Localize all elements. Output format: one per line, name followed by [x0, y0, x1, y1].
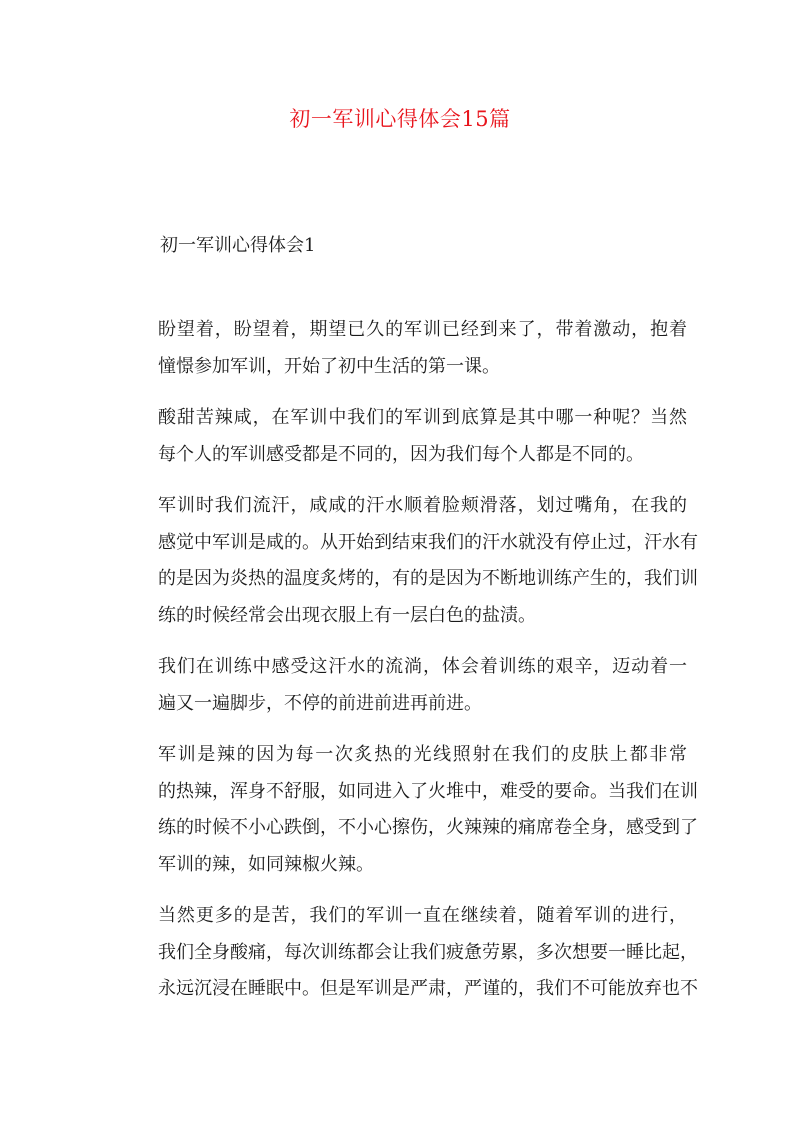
paragraph-line: 感觉中军训是咸的。从开始到结束我们的汗水就没有停止过，汗水有 [158, 531, 698, 553]
paragraph-5 [122, 737, 698, 883]
paragraph-6 [122, 898, 698, 1008]
paragraph-line: 遍又一遍脚步，不停的前进前进再前进。 [158, 692, 482, 714]
document-title: 初一军训心得体会15篇 [289, 107, 511, 131]
paragraph-2 [122, 400, 687, 473]
paragraph-line: 憧憬参加军训，开始了初中生活的第一课。 [158, 355, 500, 377]
paragraph-line: 军训时我们流汗，咸咸的汗水顺着脸颊滑落，划过嘴角，在我的 [158, 495, 687, 516]
paragraph-3 [122, 488, 698, 634]
paragraph-line: 我们在训练中感受这汗水的流淌，体会着训练的艰辛，迈动着一 [158, 656, 687, 677]
document-body [122, 312, 698, 1023]
paragraph-line: 军训的辣，如同辣椒火辣。 [158, 853, 374, 875]
paragraph-line: 的热辣，浑身不舒服，如同进入了火堆中，难受的要命。当我们在训 [158, 780, 698, 802]
paragraph-line: 每个人的军训感受都是不同的，因为我们每个人都是不同的。 [158, 443, 644, 465]
section-heading: 初一军训心得体会1 [160, 235, 316, 256]
paragraph-line: 军训是辣的因为每一次炙热的光线照射在我们的皮肤上都非常 [158, 744, 687, 765]
paragraph-line: 永远沉浸在睡眠中。但是军训是严肃，严谨的，我们不可能放弃也不 [158, 978, 698, 999]
paragraph-line: 练的时候不小心跌倒，不小心擦伤，火辣辣的痛席卷全身，感受到了 [158, 817, 698, 838]
paragraph-line: 的是因为炎热的温度炙烤的，有的是因为不断地训练产生的，我们训 [158, 568, 698, 589]
paragraph-1 [122, 312, 687, 385]
paragraph-4 [122, 649, 687, 722]
paragraph-line: 练的时候经常会出现衣服上有一层白色的盐渍。 [158, 604, 536, 626]
paragraph-line: 我们全身酸痛，每次训练都会让我们疲惫劳累，多次想要一睡比起， [158, 941, 698, 963]
paragraph-line: 盼望着，盼望着，期望已久的军训已经到来了，带着激动，抱着 [158, 319, 687, 340]
paragraph-line: 酸甜苦辣咸，在军训中我们的军训到底算是其中哪一种呢？当然 [158, 407, 687, 428]
paragraph-line: 当然更多的是苦，我们的军训一直在继续着，随着军训的进行， [158, 905, 687, 926]
